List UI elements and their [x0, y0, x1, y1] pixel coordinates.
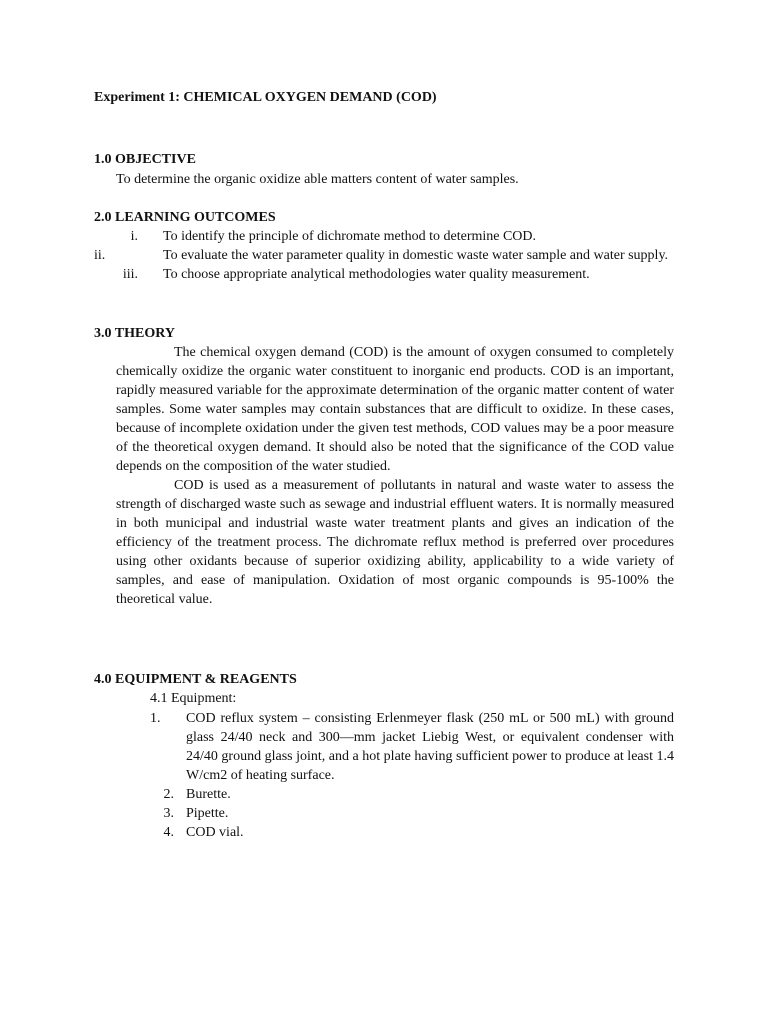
- document-title: Experiment 1: CHEMICAL OXYGEN DEMAND (COD): [94, 90, 437, 105]
- list-item-number: 4.: [163, 825, 174, 840]
- list-item: [150, 823, 674, 842]
- list-item-number: iii.: [122, 267, 138, 282]
- list-item-text: COD reflux system – consisting Erlenmeyer flask (250 mL or 500 mL) with ground glass 24/40 neck and 300—mm jacket Liebig West, or equivalent condenser with 24/40 ground glass joint, and a hot plate having sufficient power to produce at least 1.4 W/cm2 of heating surface.: [186, 711, 674, 783]
- list-item-text: To choose appropriate analytical methodologies water quality measurement.: [163, 267, 590, 282]
- list-item: [150, 709, 674, 785]
- equipment-list: [150, 709, 674, 842]
- objective-heading: 1.0 OBJECTIVE: [94, 152, 196, 167]
- list-item-text: To identify the principle of dichromate method to determine COD.: [163, 229, 537, 244]
- list-item: [150, 804, 674, 823]
- list-item: [150, 785, 674, 804]
- theory-heading: 3.0 THEORY: [94, 326, 175, 341]
- list-item: [94, 246, 676, 265]
- list-item-number: ii.: [94, 248, 106, 263]
- list-item-text: COD vial.: [186, 825, 244, 840]
- equipment-subheading: 4.1 Equipment:: [150, 691, 237, 706]
- list-item-number: i.: [130, 229, 138, 244]
- list-item-text: Pipette.: [186, 806, 229, 821]
- list-item: [94, 265, 676, 284]
- objective-text: To determine the organic oxidize able matters content of water samples.: [116, 172, 519, 187]
- theory-paragraph: COD is used as a measurement of pollutants in natural and waste water to assess the strength of discharged waste such as sewage and industrial effluent waters. It is normally measured in both municipal and industrial waste water treatment plants and gives an indication of the efficiency of the treatment process. The dichromate reflux method is preferred over procedures using other oxidants because of superior oxidizing ability, applicability to a wide variety of samples, and ease of manipulation. Oxidation of most organic compounds is 95-100% the theoretical value.: [116, 478, 674, 607]
- list-item-number: 2.: [163, 787, 174, 802]
- list-item-number: 1.: [150, 711, 161, 726]
- list-item-number: 3.: [163, 806, 174, 821]
- list-item: [94, 227, 676, 246]
- list-item-text: Burette.: [186, 787, 231, 802]
- theory-paragraph: The chemical oxygen demand (COD) is the amount of oxygen consumed to completely chemically oxidize the organic water constituent to inorganic end products. COD is an important, rapidly measured variable for the approximate determination of the organic matter content of water samples. Some water samples may contain substances that are difficult to oxidize. In these cases, because of incomplete oxidation under the given test methods, COD values may be a poor measure of the theoretical oxygen demand. It should also be noted that the significance of the COD value depends on the composition of the water studied.: [116, 345, 674, 474]
- theory-body: [116, 343, 674, 609]
- learning-outcomes-list: [94, 227, 676, 284]
- learning-outcomes-heading: 2.0 LEARNING OUTCOMES: [94, 210, 276, 225]
- equipment-heading: 4.0 EQUIPMENT & REAGENTS: [94, 672, 297, 687]
- list-item-text: To evaluate the water parameter quality in domestic waste water sample and water supply.: [163, 248, 669, 263]
